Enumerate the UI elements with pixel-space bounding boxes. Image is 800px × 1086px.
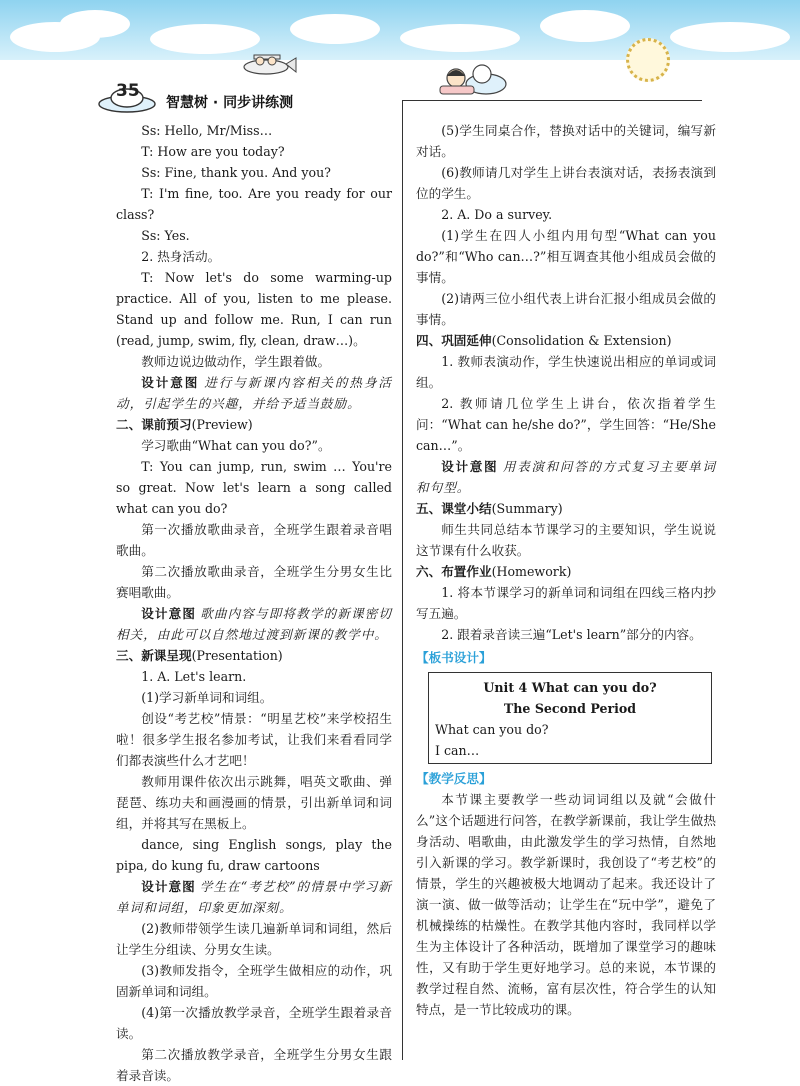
plane-illustration <box>236 50 298 80</box>
section-heading <box>416 498 716 519</box>
board-title-period: The Second Period <box>503 701 637 716</box>
paragraph: Ss: Yes. <box>141 228 190 243</box>
kids-illustration <box>436 58 508 98</box>
paragraph: (2)教师带领学生读几遍新单词和词组，然后让学生分组读、分男女生读。 <box>116 921 392 957</box>
paragraph: Ss: Fine, thank you. And you? <box>141 165 331 180</box>
design-intent-label: 设计意图 <box>441 459 499 474</box>
cloud <box>60 10 130 38</box>
section-heading-text: 三、新课呈现 <box>116 648 192 663</box>
sun-illustration <box>626 38 670 82</box>
design-intent-label: 设计意图 <box>141 375 200 390</box>
design-intent <box>116 372 392 414</box>
paragraph: 1. 教师表演动作，学生快速说出相应的单词或词组。 <box>416 354 716 390</box>
blue-section-title: 【板书设计】 <box>416 650 492 665</box>
paragraph: 2. 热身活动。 <box>141 249 221 264</box>
section-heading-text: 二、课前预习 <box>116 417 192 432</box>
section-heading-en: (Homework) <box>491 564 572 579</box>
design-intent-label: 设计意图 <box>141 879 196 894</box>
paragraph: 学习歌曲“What can you do?”。 <box>141 438 331 453</box>
series-title: 智慧树 · 同步讲练测 <box>166 95 294 111</box>
section-heading <box>416 330 716 351</box>
column-divider <box>402 100 403 1060</box>
section-heading-text: 五、课堂小结 <box>416 501 492 516</box>
section-heading <box>416 561 716 582</box>
design-intent-text: 学生在“考艺校”的情景中学习新单词和词组，印象更加深刻。 <box>116 879 392 915</box>
paragraph: T: How are you today? <box>141 144 285 159</box>
board-line: What can you do? <box>435 722 549 737</box>
paragraph: 1. A. Let's learn. <box>141 669 247 684</box>
board-line: I can… <box>435 743 480 758</box>
section-heading-en: (Consolidation & Extension) <box>491 333 672 348</box>
design-intent-text: 进行与新课内容相关的热身活动，引起学生的兴趣，并给予适当鼓励。 <box>116 375 393 411</box>
blackboard-design-box <box>428 672 712 764</box>
section-heading-text: 四、巩固延伸 <box>416 333 492 348</box>
paragraph: 教师边说边做动作，学生跟着做。 <box>141 354 331 369</box>
section-heading <box>116 414 392 435</box>
cloud <box>540 10 630 42</box>
section-heading-en: (Summary) <box>491 501 563 516</box>
cloud <box>290 14 380 44</box>
paragraph: (2)请两三位小组代表上讲台汇报小组成员会做的事情。 <box>416 291 716 327</box>
paragraph: 2. 跟着录音读三遍“Let's learn”部分的内容。 <box>441 627 702 642</box>
paragraph: 第二次播放歌曲录音，全班学生分男女生比赛唱歌曲。 <box>116 564 392 600</box>
design-intent-label: 设计意图 <box>141 606 197 621</box>
design-intent <box>416 456 716 498</box>
paragraph: T: I'm fine, too. Are you ready for our class? <box>116 186 392 222</box>
paragraph: (1)学生在四人小组内用句型“What can you do?”和“Who can…?”相互调查其他小组成员会做的事情。 <box>416 228 716 285</box>
design-intent <box>116 603 392 645</box>
section-heading-en: (Preview) <box>191 417 253 432</box>
paragraph: T: Now let's do some warming-up practice. All of you, listen to me please. Stand up and follow me. Run, I can run (read, jump, swim, fly, clean, draw…)。 <box>116 270 392 348</box>
page-number: 35 <box>116 81 140 101</box>
paragraph: 教师用课件依次出示跳舞，唱英文歌曲、弹琵琶、练功夫和画漫画的情景，引出新单词和词组，并将其写在黑板上。 <box>116 774 392 831</box>
paragraph: (4)第一次播放教学录音，全班学生跟着录音读。 <box>116 1005 392 1041</box>
paragraph: 创设“考艺校”情景：“明星艺校”来学校招生啦！很多学生报名参加考试，让我们来看看同学们都表演些什么才艺吧！ <box>116 711 392 768</box>
design-intent-text: 歌曲内容与即将教学的新课密切相关，由此可以自然地过渡到新课的教学中。 <box>116 606 392 642</box>
paragraph: (3)教师发指令，全班学生做相应的动作，巩固新单词和词组。 <box>116 963 392 999</box>
paragraph: 本节课主要教学一些动词词组以及就“会做什么”这个话题进行问答，在教学新课前，我让学生做热身活动、唱歌曲，由此激发学生的学习热情，自然地引入新课的学习。教学新课时，我创设了“考艺校”的情景，学生的兴趣被极大地调动了起来。我还设计了演一演、做一做等活动；让学生在“玩中学”，避免了机械操练的枯燥性。在教学其他内容时，我同样以学生为主体设计了各种活动，既增加了课堂学习的趣味性，又有助于学生更好地学习。总的来说，本节课的教学过程自然、流畅，富有层次性，符合学生的认知特点，是一节比较成功的课。 <box>416 792 716 1017</box>
paragraph: 2. 教师请几位学生上讲台，依次指着学生问：“What can he/she do?”，学生回答：“He/She can…”。 <box>416 396 716 453</box>
section-heading-text: 六、布置作业 <box>416 564 492 579</box>
paragraph: 2. A. Do a survey. <box>441 207 553 222</box>
design-intent-text: 用表演和问答的方式复习主要单词和句型。 <box>416 459 717 495</box>
cloud <box>670 22 790 52</box>
paragraph: (6)教师请几对学生上讲台表演对话，表扬表演到位的学生。 <box>416 165 716 201</box>
right-column <box>416 120 716 1020</box>
header-rule <box>402 100 702 101</box>
board-title-unit: Unit 4 What can you do? <box>483 680 657 695</box>
design-intent <box>116 876 392 918</box>
paragraph: T: You can jump, run, swim … You're so great. Now let's learn a song called what can you do? <box>116 459 392 516</box>
paragraph: (5)学生同桌合作，替换对话中的关键词，编写新对话。 <box>416 123 716 159</box>
paragraph: dance, sing English songs, play the pipa, do kung fu, draw cartoons <box>116 837 392 873</box>
paragraph: Ss: Hello, Mr/Miss… <box>141 123 273 138</box>
blue-section-title: 【教学反思】 <box>416 771 492 786</box>
left-column <box>116 120 392 1086</box>
paragraph: (1)学习新单词和词组。 <box>141 690 273 705</box>
paragraph: 师生共同总结本节课学习的主要知识，学生说说这节课有什么收获。 <box>416 522 716 558</box>
section-heading <box>116 645 392 666</box>
paragraph: 1. 将本节课学习的新单词和词组在四线三格内抄写五遍。 <box>416 585 716 621</box>
cloud <box>400 24 520 52</box>
paragraph: 第一次播放歌曲录音，全班学生跟着录音唱歌曲。 <box>116 522 392 558</box>
section-heading-en: (Presentation) <box>191 648 283 663</box>
paragraph: 第二次播放教学录音，全班学生分男女生跟着录音读。 <box>116 1047 392 1083</box>
